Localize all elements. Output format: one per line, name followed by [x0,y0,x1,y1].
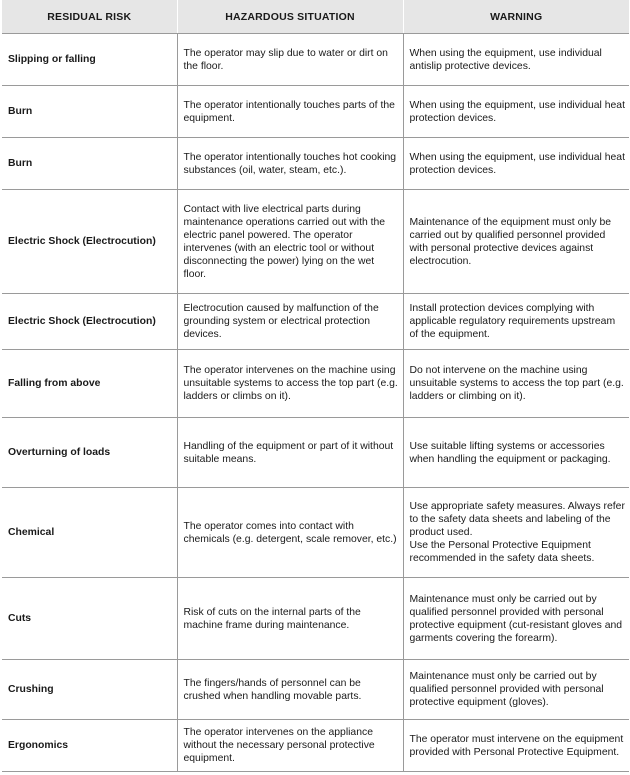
warning-cell: Maintenance must only be carried out by qualified personnel provided with personal protective equipment (cut-resistant gloves and garments covering the forearm). [403,578,629,660]
situation-cell: Handling of the equipment or part of it without suitable means. [177,418,403,488]
header-row [2,0,629,34]
table-row [2,294,629,350]
table-row [2,138,629,190]
situation-cell: The operator intervenes on the machine using unsuitable systems to access the top part (e.g. ladders or climbs on it). [177,350,403,418]
risk-cell: Electric Shock (Electrocution) [2,294,177,350]
risk-cell: Burn [2,138,177,190]
situation-cell: The operator may slip due to water or dirt on the floor. [177,34,403,86]
warning-cell: When using the equipment, use individual heat protection devices. [403,86,629,138]
table-row [2,720,629,772]
situation-cell: Risk of cuts on the internal parts of the machine frame during maintenance. [177,578,403,660]
table-row [2,350,629,418]
warning-cell: When using the equipment, use individual antislip protective devices. [403,34,629,86]
risk-cell: Burn [2,86,177,138]
risk-cell: Falling from above [2,350,177,418]
warning-cell: Maintenance of the equipment must only be carried out by qualified personnel provided with personal protective devices against electrocution. [403,190,629,294]
warning-cell: The operator must intervene on the equipment provided with Personal Protective Equipment. [403,720,629,772]
residual-risk-table [2,0,629,772]
table-row [2,190,629,294]
risk-cell: Overturning of loads [2,418,177,488]
table-row [2,86,629,138]
situation-cell: Electrocution caused by malfunction of the grounding system or electrical protection devices. [177,294,403,350]
warning-cell: When using the equipment, use individual heat protection devices. [403,138,629,190]
risk-cell: Cuts [2,578,177,660]
warning-cell: Install protection devices complying with applicable regulatory requirements upstream of the equipment. [403,294,629,350]
table-row [2,660,629,720]
situation-cell: The operator intervenes on the appliance without the necessary personal protective equipment. [177,720,403,772]
warning-cell: Use appropriate safety measures. Always refer to the safety data sheets and labeling of the product used. Use the Personal Protective Equipment recommended in the safety data sheets. [403,488,629,578]
warning-cell: Do not intervene on the machine using unsuitable systems to access the top part (e.g. ladders or climbing on it). [403,350,629,418]
header-warning: WARNING [403,0,629,34]
situation-cell: The operator comes into contact with chemicals (e.g. detergent, scale remover, etc.) [177,488,403,578]
warning-cell: Use suitable lifting systems or accessories when handling the equipment or packaging. [403,418,629,488]
situation-cell: The operator intentionally touches hot cooking substances (oil, water, steam, etc.). [177,138,403,190]
table-row [2,488,629,578]
situation-cell: The fingers/hands of personnel can be crushed when handling movable parts. [177,660,403,720]
table-row [2,578,629,660]
risk-cell: Slipping or falling [2,34,177,86]
risk-cell: Electric Shock (Electrocution) [2,190,177,294]
risk-cell: Crushing [2,660,177,720]
risk-cell: Chemical [2,488,177,578]
risk-cell: Ergonomics [2,720,177,772]
situation-cell: Contact with live electrical parts during maintenance operations carried out with the electric panel powered. The operator intervenes (with an electric tool or without disconnecting the power) lying on the wet floor. [177,190,403,294]
table-row [2,418,629,488]
warning-cell: Maintenance must only be carried out by qualified personnel provided with personal protective equipment (gloves). [403,660,629,720]
situation-cell: The operator intentionally touches parts of the equipment. [177,86,403,138]
table-row [2,34,629,86]
header-hazardous-situation: HAZARDOUS SITUATION [177,0,403,34]
header-residual-risk: RESIDUAL RISK [2,0,177,34]
